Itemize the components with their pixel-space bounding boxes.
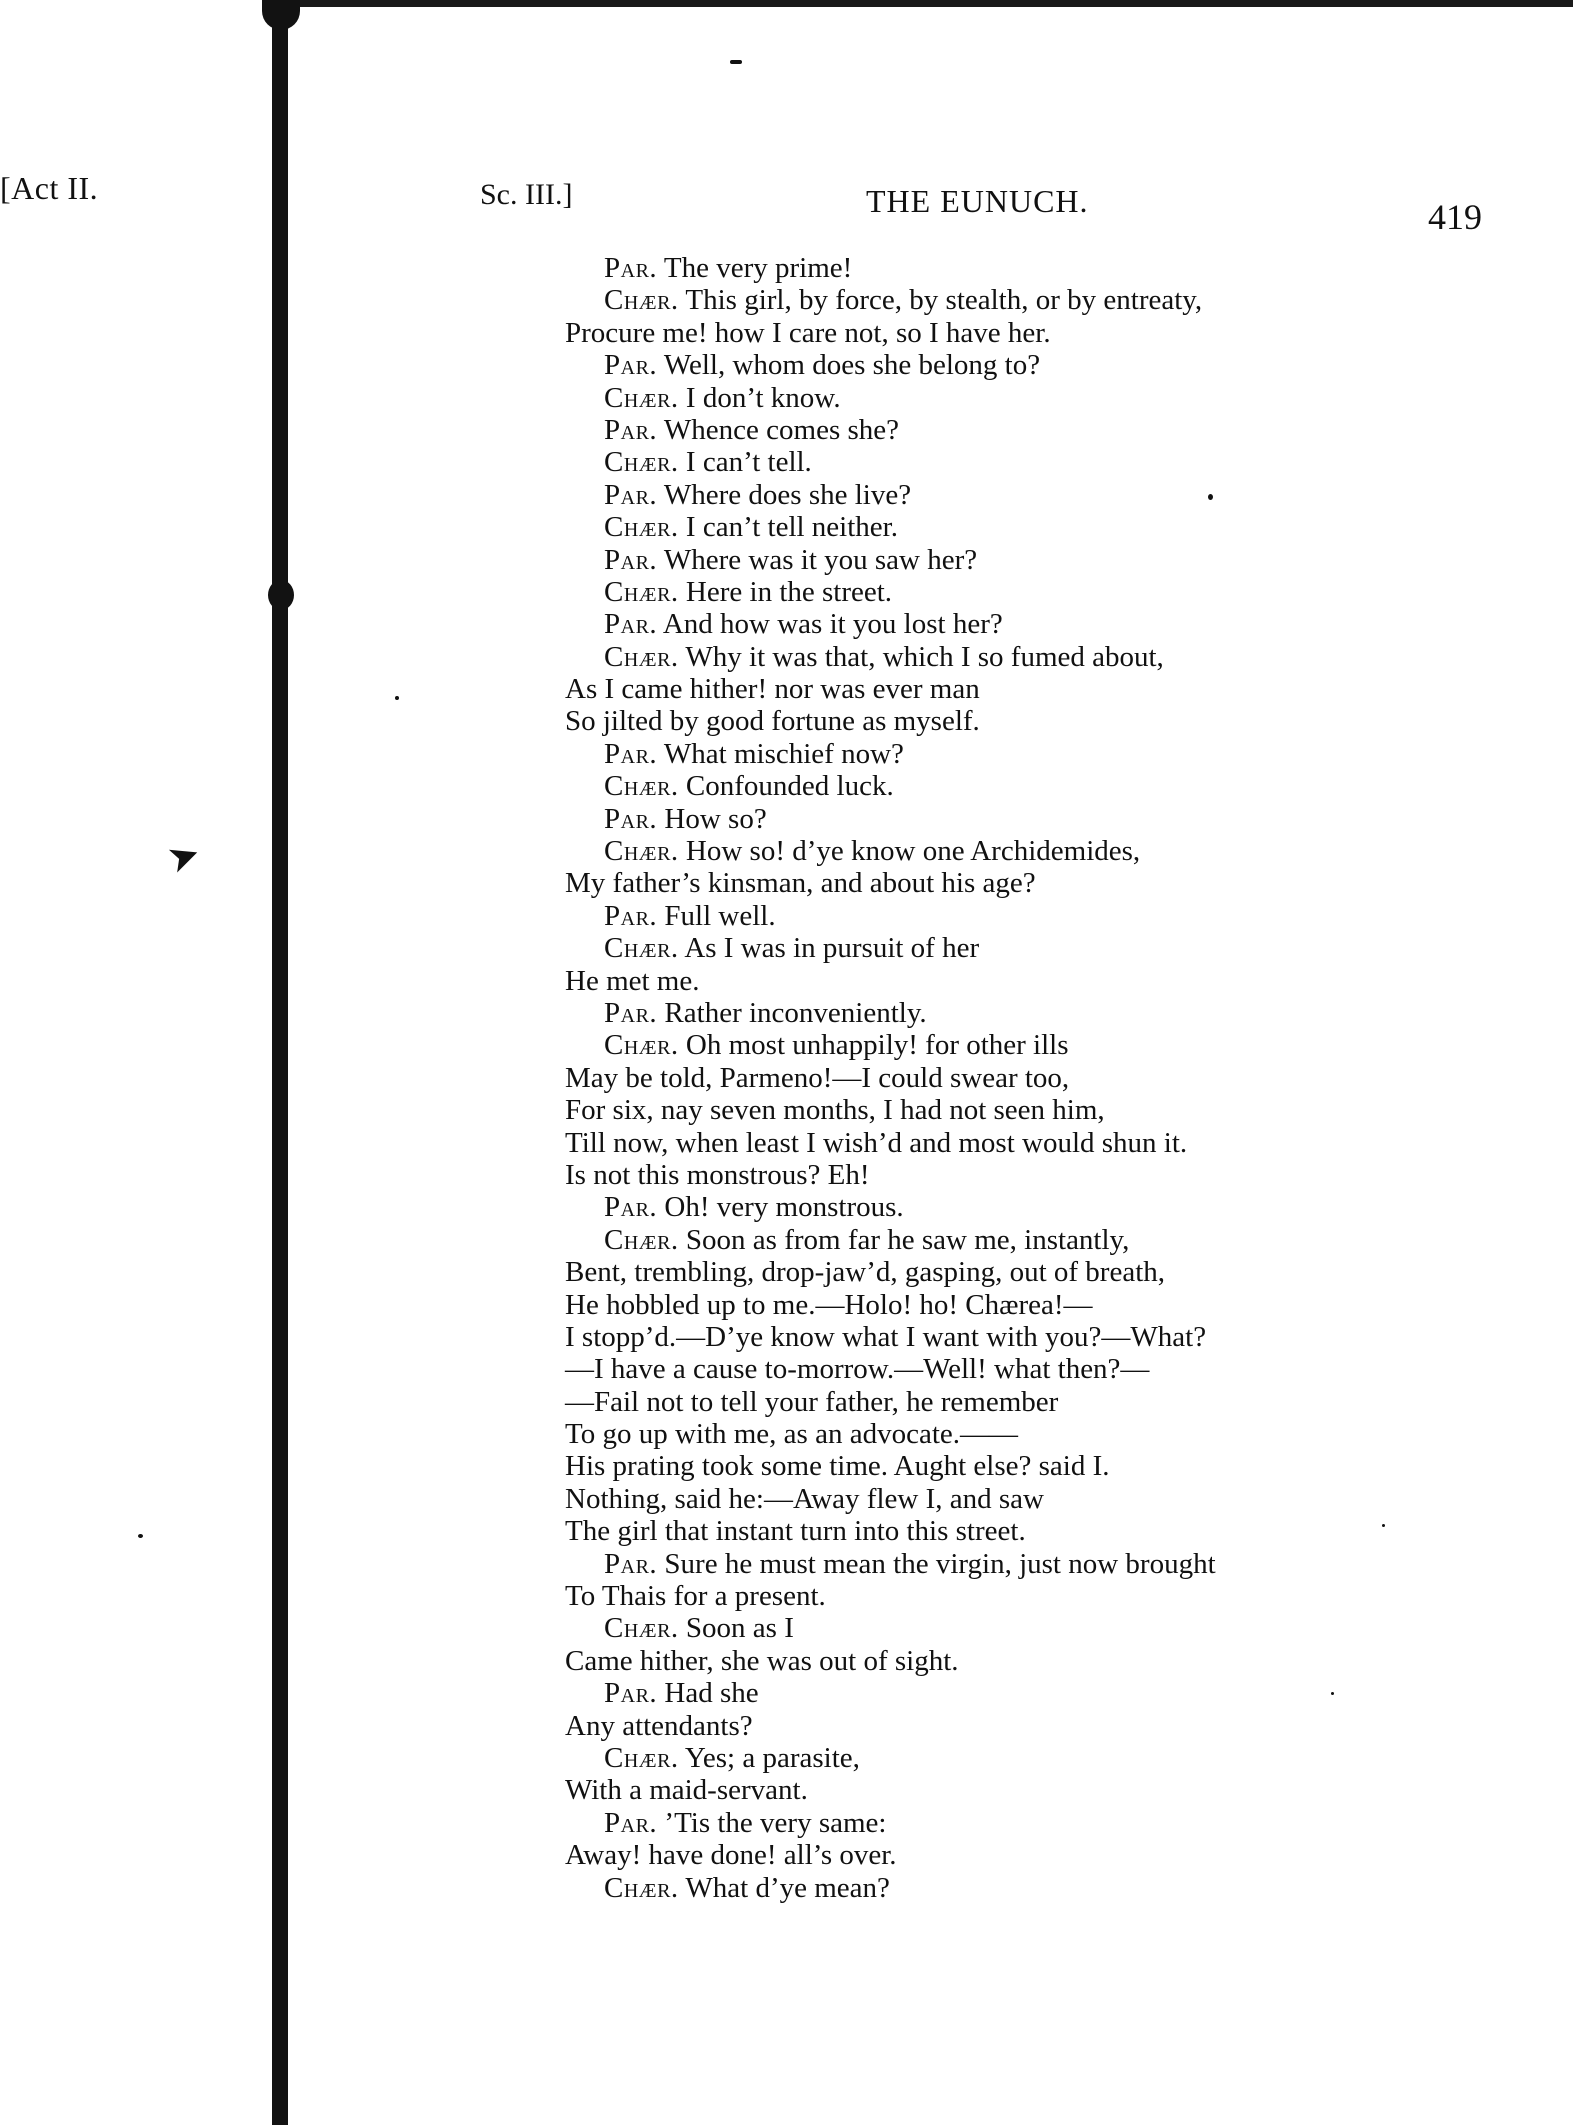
verse-line	[0, 1094, 1573, 1126]
speaker-name: Chær.	[604, 575, 679, 608]
speaker-name: Par.	[604, 996, 658, 1029]
act-label: [Act II.	[0, 170, 99, 206]
line-text: —Fail not to tell your father, he remember	[565, 1385, 1059, 1418]
speaker-name: Par.	[604, 802, 658, 835]
verse-line	[0, 1515, 1573, 1547]
line-text: Where does she live?	[663, 478, 912, 511]
line-text: Oh most unhappily! for other ills	[685, 1029, 1069, 1062]
scene-label: Sc. III.]	[480, 178, 573, 211]
verse-line	[0, 965, 1573, 997]
speaker-name: Chær.	[604, 1029, 679, 1062]
speaker-name: Chær.	[604, 640, 679, 673]
line-text: Why it was that, which I so fumed about,	[685, 640, 1164, 673]
verse-line	[0, 1224, 1573, 1256]
line-text: Procure me! how I care not, so I have her.	[565, 316, 1051, 349]
line-text: How so! d’ye know one Archidemides,	[685, 835, 1141, 868]
verse-line	[0, 1191, 1573, 1223]
verse-line	[0, 284, 1573, 316]
verse-line	[0, 414, 1573, 446]
line-text: Well, whom does she belong to?	[663, 349, 1041, 382]
verse-line	[0, 608, 1573, 640]
speaker-name: Par.	[604, 349, 658, 382]
line-text: Bent, trembling, drop-jaw’d, gasping, out of breath,	[565, 1256, 1166, 1289]
speaker-name: Par.	[604, 413, 658, 446]
verse-line	[0, 1483, 1573, 1515]
line-text: Rather inconveniently.	[664, 996, 927, 1029]
line-text: To go up with me, as an advocate.——	[565, 1418, 1018, 1451]
verse-line	[0, 1289, 1573, 1321]
line-text: I stopp’d.—D’ye know what I want with you?—What?	[565, 1320, 1207, 1353]
speaker-name: Chær.	[604, 511, 679, 544]
speaker-name: Par.	[604, 899, 658, 932]
verse-line	[0, 770, 1573, 802]
line-text: Came hither, she was out of sight.	[565, 1644, 959, 1677]
verse-line	[0, 705, 1573, 737]
verse-line	[0, 252, 1573, 284]
verse-line	[0, 1774, 1573, 1806]
speaker-name: Chær.	[604, 932, 679, 965]
verse-line	[0, 479, 1573, 511]
line-text: —I have a cause to-morrow.—Well! what then?—	[565, 1353, 1150, 1386]
line-text: The very prime!	[663, 252, 853, 284]
speaker-name: Par.	[604, 252, 658, 284]
speaker-name: Chær.	[604, 835, 679, 868]
line-text: The girl that instant turn into this street.	[565, 1515, 1026, 1548]
line-text: What mischief now?	[663, 737, 904, 770]
verse-line	[0, 1159, 1573, 1191]
line-text: My father’s kinsman, and about his age?	[565, 867, 1036, 900]
page-number: 419	[1428, 197, 1482, 237]
line-text: Had she	[664, 1677, 759, 1710]
verse-line	[0, 349, 1573, 381]
verse-line	[0, 867, 1573, 899]
line-text: Soon as from far he saw me, instantly,	[685, 1223, 1130, 1256]
line-text: Soon as I	[685, 1612, 794, 1645]
verse-line	[0, 1807, 1573, 1839]
line-text: Oh! very monstrous.	[664, 1191, 904, 1224]
verse-line	[0, 803, 1573, 835]
top-rule	[300, 0, 1573, 7]
line-text: I can’t tell neither.	[685, 511, 898, 544]
line-text: And how was it you lost her?	[662, 608, 1003, 641]
line-text: Any attendants?	[565, 1709, 753, 1742]
verse-line	[0, 1450, 1573, 1482]
verse-line	[0, 1127, 1573, 1159]
verse-line	[0, 446, 1573, 478]
line-text: How so?	[664, 802, 767, 835]
verse-line	[0, 641, 1573, 673]
verse-line	[0, 932, 1573, 964]
running-title: THE EUNUCH.	[866, 183, 1089, 219]
verse-line	[0, 1256, 1573, 1288]
line-text: May be told, Parmeno!—I could swear too,	[565, 1061, 1070, 1094]
verse-line	[0, 1677, 1573, 1709]
line-text: This girl, by force, by stealth, or by entreaty,	[685, 284, 1203, 317]
speaker-name: Chær.	[604, 1223, 679, 1256]
verse-line	[0, 1353, 1573, 1385]
verse-line	[0, 1548, 1573, 1580]
verse-line	[0, 544, 1573, 576]
line-text: I can’t tell.	[685, 446, 812, 479]
speaker-name: Par.	[604, 478, 658, 511]
verse-line	[0, 511, 1573, 543]
speaker-name: Par.	[604, 1677, 658, 1710]
speaker-name: Par.	[604, 608, 658, 641]
speaker-name: Chær.	[604, 381, 679, 414]
verse-line	[0, 1710, 1573, 1742]
ink-speck	[730, 60, 742, 64]
verse-line	[0, 835, 1573, 867]
speaker-name: Chær.	[604, 770, 679, 803]
speaker-name: Par.	[604, 1547, 658, 1580]
verse-line	[0, 1872, 1573, 1904]
verse-line	[0, 1418, 1573, 1450]
line-text: Confounded luck.	[685, 770, 894, 803]
speaker-name: Chær.	[604, 1741, 679, 1774]
verse-line	[0, 1386, 1573, 1418]
verse-line	[0, 1645, 1573, 1677]
speaker-name: Par.	[604, 543, 658, 576]
line-text: I don’t know.	[685, 381, 841, 414]
line-text: Full well.	[664, 899, 776, 932]
line-text: Where was it you saw her?	[663, 543, 978, 576]
verse-line	[0, 317, 1573, 349]
line-text: He hobbled up to me.—Holo! ho! Chærea!—	[565, 1288, 1093, 1321]
verse-line	[0, 900, 1573, 932]
play-text	[0, 252, 1573, 1904]
verse-line	[0, 382, 1573, 414]
margin-arrow-icon: ➤	[161, 831, 207, 883]
verse-line	[0, 673, 1573, 705]
line-text: As I came hither! nor was ever man	[565, 673, 980, 706]
verse-line	[0, 1321, 1573, 1353]
line-text: Yes; a parasite,	[684, 1741, 860, 1774]
line-text: Away! have done! all’s over.	[565, 1839, 897, 1872]
speaker-name: Chær.	[604, 446, 679, 479]
line-text: To Thais for a present.	[565, 1580, 826, 1613]
line-text: ’Tis the very same:	[664, 1806, 887, 1839]
speaker-name: Par.	[604, 1806, 658, 1839]
verse-line	[0, 1029, 1573, 1061]
speaker-name: Chær.	[604, 1612, 679, 1645]
speaker-name: Par.	[604, 1191, 658, 1224]
verse-line	[0, 738, 1573, 770]
speaker-name: Chær.	[604, 1871, 679, 1904]
verse-line	[0, 1612, 1573, 1644]
verse-line	[0, 1580, 1573, 1612]
line-text: Till now, when least I wish’d and most would shun it.	[565, 1126, 1188, 1159]
verse-line	[0, 1839, 1573, 1871]
line-text: For six, nay seven months, I had not seen him,	[565, 1094, 1105, 1127]
line-text: He met me.	[565, 964, 700, 997]
speaker-name: Chær.	[604, 284, 679, 317]
line-text: Sure he must mean the virgin, just now brought	[664, 1547, 1216, 1580]
verse-line	[0, 1742, 1573, 1774]
line-text: Nothing, said he:—Away flew I, and saw	[565, 1482, 1044, 1515]
line-text: Whence comes she?	[663, 413, 900, 446]
verse-line	[0, 1062, 1573, 1094]
verse-line	[0, 997, 1573, 1029]
line-text: As I was in pursuit of her	[684, 932, 980, 965]
line-text: Is not this monstrous? Eh!	[565, 1158, 870, 1191]
line-text: So jilted by good fortune as myself.	[565, 705, 980, 738]
line-text: Here in the street.	[685, 575, 893, 608]
line-text: What d’ye mean?	[685, 1871, 890, 1904]
speaker-name: Par.	[604, 737, 658, 770]
verse-line	[0, 576, 1573, 608]
line-text: With a maid-servant.	[565, 1774, 808, 1807]
line-text: His prating took some time. Aught else? said I.	[565, 1450, 1110, 1483]
